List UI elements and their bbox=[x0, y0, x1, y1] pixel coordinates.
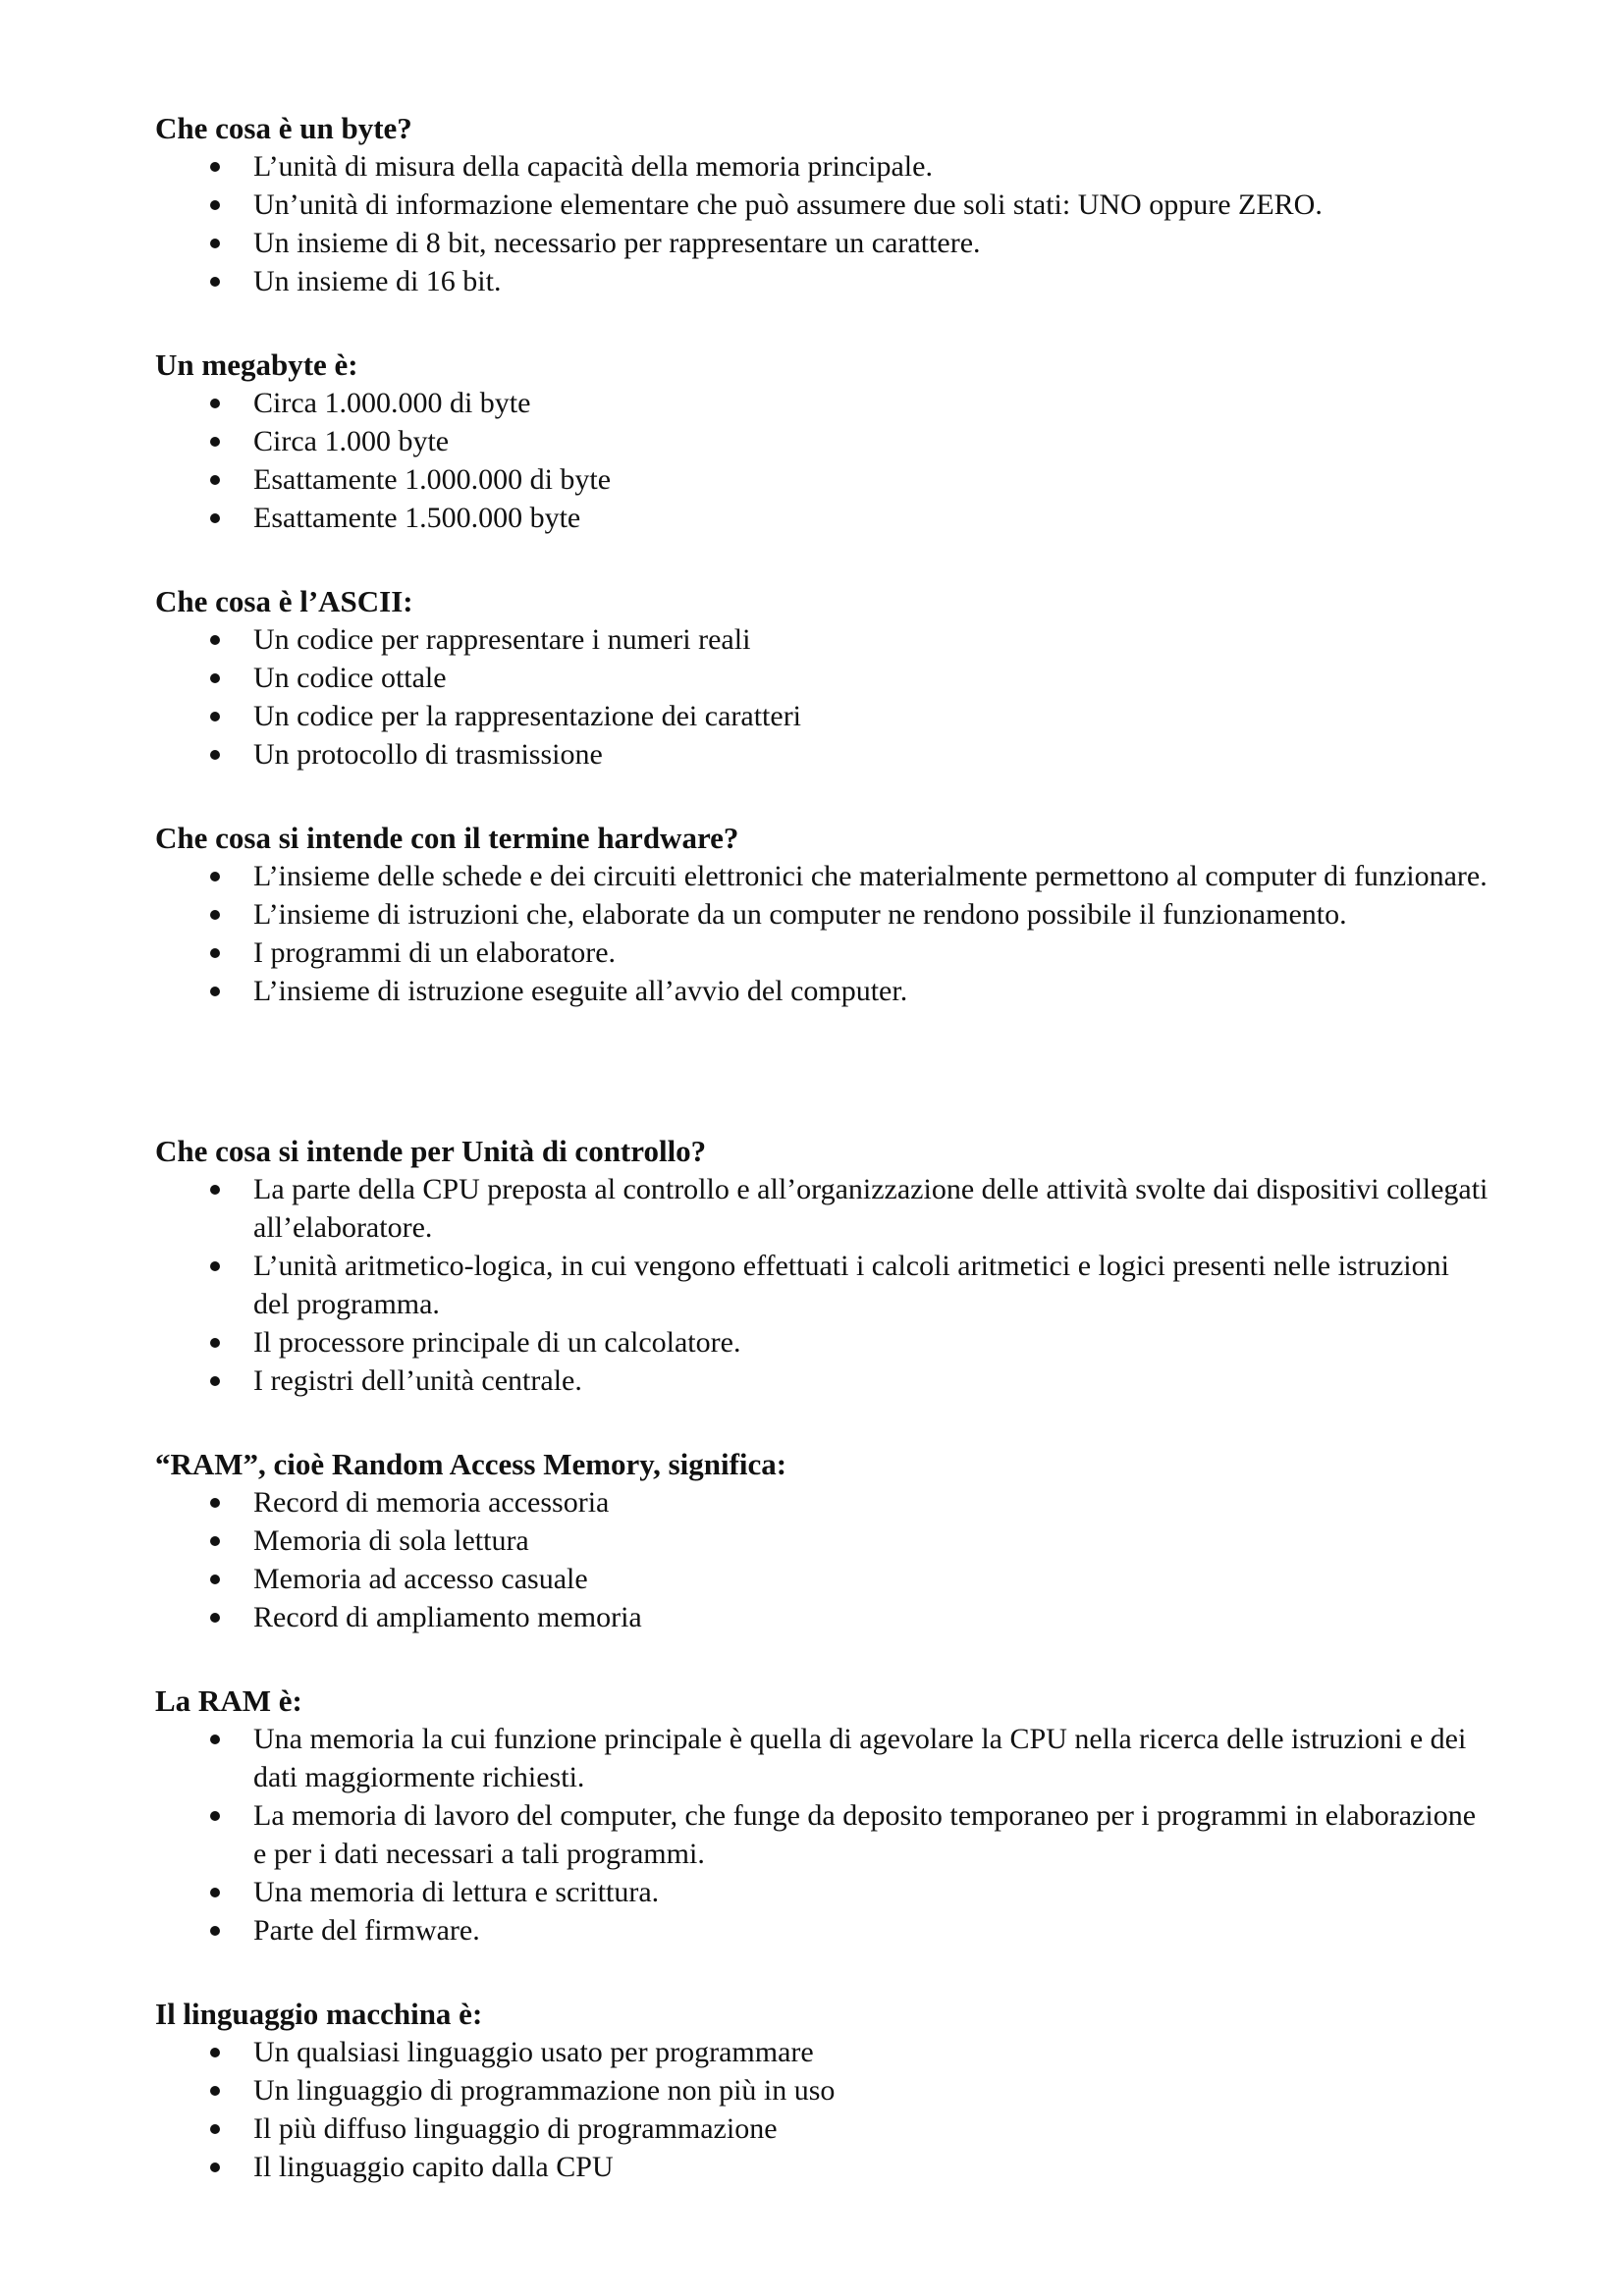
question-title: “RAM”, cioè Random Access Memory, significa: bbox=[155, 1447, 787, 1481]
bullet-icon bbox=[210, 239, 220, 248]
answer-text: L’insieme di istruzioni che, elaborate da un computer ne rendono possibile il funzionamento. bbox=[253, 898, 1347, 931]
question-block-byte bbox=[155, 110, 1490, 300]
answer-option bbox=[155, 1720, 1490, 1796]
answer-option bbox=[155, 1598, 1490, 1636]
answer-text: Parte del firmware. bbox=[253, 1914, 480, 1947]
bullet-icon bbox=[210, 750, 220, 760]
answer-text: L’unità di misura della capacità della memoria principale. bbox=[253, 150, 933, 183]
question-title: Il linguaggio macchina è: bbox=[155, 1997, 483, 2031]
answer-text: La parte della CPU preposta al controllo e all’organizzazione delle attività svolte dai dispositivi collegati all’elaboratore. bbox=[253, 1173, 1488, 1244]
answer-option bbox=[155, 2033, 1490, 2071]
bullet-icon bbox=[210, 1613, 220, 1623]
bullet-icon bbox=[210, 1735, 220, 1744]
answer-text: Il processore principale di un calcolatore. bbox=[253, 1326, 741, 1359]
bullet-icon bbox=[210, 277, 220, 287]
bullet-icon bbox=[210, 1185, 220, 1195]
bullet-icon bbox=[210, 1261, 220, 1271]
answer-list bbox=[155, 620, 1490, 774]
question-block-hardware bbox=[155, 820, 1490, 1010]
answer-text: L’insieme delle schede e dei circuiti elettronici che materialmente permettono al computer di funzionare. bbox=[253, 860, 1488, 892]
answer-text: Un codice per rappresentare i numeri reali bbox=[253, 623, 751, 656]
bullet-icon bbox=[210, 513, 220, 523]
question-block-machine-language bbox=[155, 1996, 1490, 2186]
answer-text: Un qualsiasi linguaggio usato per programmare bbox=[253, 2036, 814, 2068]
question-block-ascii bbox=[155, 583, 1490, 774]
answer-list bbox=[155, 1483, 1490, 1636]
question-block-control-unit bbox=[155, 1133, 1490, 1400]
answer-text: L’unità aritmetico-logica, in cui vengono effettuati i calcoli aritmetici e logici presenti nelle istruzioni del programma. bbox=[253, 1250, 1449, 1320]
question-title: Un megabyte è: bbox=[155, 347, 358, 382]
bullet-icon bbox=[210, 2124, 220, 2134]
answer-option bbox=[155, 934, 1490, 972]
answer-option bbox=[155, 2148, 1490, 2186]
answer-text: Un codice per la rappresentazione dei caratteri bbox=[253, 700, 802, 732]
answer-text: Il linguaggio capito dalla CPU bbox=[253, 2151, 614, 2183]
bullet-icon bbox=[210, 712, 220, 721]
answer-option bbox=[155, 262, 1490, 300]
answer-text: La memoria di lavoro del computer, che funge da deposito temporaneo per i programmi in elaborazione e per i dati necessari a tali programmi. bbox=[253, 1799, 1477, 1870]
answer-text: Esattamente 1.000.000 di byte bbox=[253, 463, 612, 496]
answer-option bbox=[155, 1522, 1490, 1560]
bullet-icon bbox=[210, 162, 220, 172]
bullet-icon bbox=[210, 437, 220, 447]
bullet-icon bbox=[210, 2163, 220, 2172]
answer-list bbox=[155, 384, 1490, 537]
answer-text: Circa 1.000.000 di byte bbox=[253, 387, 531, 419]
bullet-icon bbox=[210, 1536, 220, 1546]
question-block-megabyte bbox=[155, 347, 1490, 537]
answer-text: Un protocollo di trasmissione bbox=[253, 738, 603, 771]
answer-option bbox=[155, 697, 1490, 735]
bullet-icon bbox=[210, 673, 220, 683]
answer-text: Un insieme di 16 bit. bbox=[253, 265, 502, 297]
answer-option bbox=[155, 1170, 1490, 1247]
bullet-icon bbox=[210, 475, 220, 485]
answer-option bbox=[155, 1911, 1490, 1949]
answer-text: Esattamente 1.500.000 byte bbox=[253, 502, 581, 534]
bullet-icon bbox=[210, 1498, 220, 1508]
bullet-icon bbox=[210, 1376, 220, 1386]
answer-text: Una memoria la cui funzione principale è quella di agevolare la CPU nella ricerca delle istruzioni e dei dati maggiormente richiesti. bbox=[253, 1723, 1467, 1793]
answer-option bbox=[155, 659, 1490, 697]
bullet-icon bbox=[210, 1338, 220, 1348]
bullet-icon bbox=[210, 948, 220, 958]
bullet-icon bbox=[210, 399, 220, 408]
answer-text: Circa 1.000 byte bbox=[253, 425, 450, 457]
answer-text: Un insieme di 8 bit, necessario per rappresentare un carattere. bbox=[253, 227, 981, 259]
answer-option bbox=[155, 1873, 1490, 1911]
answer-option bbox=[155, 1362, 1490, 1400]
answer-text: Un’unità di informazione elementare che può assumere due soli stati: UNO oppure ZERO. bbox=[253, 188, 1323, 221]
answer-text: Record di ampliamento memoria bbox=[253, 1601, 642, 1633]
question-title: Che cosa è l’ASCII: bbox=[155, 584, 413, 618]
answer-text: L’insieme di istruzione eseguite all’avvio del computer. bbox=[253, 975, 908, 1007]
question-block-ram-acronym bbox=[155, 1446, 1490, 1636]
answer-text: Un linguaggio di programmazione non più in uso bbox=[253, 2074, 836, 2107]
answer-text: Memoria di sola lettura bbox=[253, 1524, 529, 1557]
answer-text: Memoria ad accesso casuale bbox=[253, 1563, 588, 1595]
answer-option bbox=[155, 895, 1490, 934]
bullet-icon bbox=[210, 1575, 220, 1584]
answer-option bbox=[155, 857, 1490, 895]
answer-option bbox=[155, 460, 1490, 499]
answer-list bbox=[155, 147, 1490, 300]
answer-text: Record di memoria accessoria bbox=[253, 1486, 610, 1519]
answer-option bbox=[155, 735, 1490, 774]
bullet-icon bbox=[210, 872, 220, 881]
answer-option bbox=[155, 1323, 1490, 1362]
answer-text: Un codice ottale bbox=[253, 662, 447, 694]
answer-option bbox=[155, 2109, 1490, 2148]
question-title: Che cosa è un byte? bbox=[155, 111, 412, 145]
answer-list bbox=[155, 2033, 1490, 2186]
bullet-icon bbox=[210, 1811, 220, 1821]
answer-option bbox=[155, 384, 1490, 422]
answer-option bbox=[155, 972, 1490, 1010]
answer-option bbox=[155, 186, 1490, 224]
answer-option bbox=[155, 147, 1490, 186]
question-title: La RAM è: bbox=[155, 1683, 302, 1718]
question-title: Che cosa si intende con il termine hardware? bbox=[155, 821, 739, 855]
bullet-icon bbox=[210, 1926, 220, 1936]
answer-option bbox=[155, 2071, 1490, 2109]
answer-text: I programmi di un elaboratore. bbox=[253, 936, 617, 969]
answer-list bbox=[155, 1170, 1490, 1400]
answer-option bbox=[155, 620, 1490, 659]
bullet-icon bbox=[210, 2086, 220, 2096]
bullet-icon bbox=[210, 2048, 220, 2057]
answer-option bbox=[155, 499, 1490, 537]
answer-text: Il più diffuso linguaggio di programmazione bbox=[253, 2112, 778, 2145]
bullet-icon bbox=[210, 987, 220, 996]
answer-option bbox=[155, 224, 1490, 262]
answer-list bbox=[155, 1720, 1490, 1949]
bullet-icon bbox=[210, 200, 220, 210]
answer-option bbox=[155, 1247, 1490, 1323]
answer-list bbox=[155, 857, 1490, 1010]
answer-option bbox=[155, 1796, 1490, 1873]
answer-text: Una memoria di lettura e scrittura. bbox=[253, 1876, 660, 1908]
question-block-ram bbox=[155, 1682, 1490, 1949]
bullet-icon bbox=[210, 910, 220, 920]
answer-option bbox=[155, 422, 1490, 460]
answer-option bbox=[155, 1483, 1490, 1522]
answer-option bbox=[155, 1560, 1490, 1598]
bullet-icon bbox=[210, 635, 220, 645]
bullet-icon bbox=[210, 1888, 220, 1897]
question-title: Che cosa si intende per Unità di controllo? bbox=[155, 1134, 707, 1168]
answer-text: I registri dell’unità centrale. bbox=[253, 1364, 582, 1397]
